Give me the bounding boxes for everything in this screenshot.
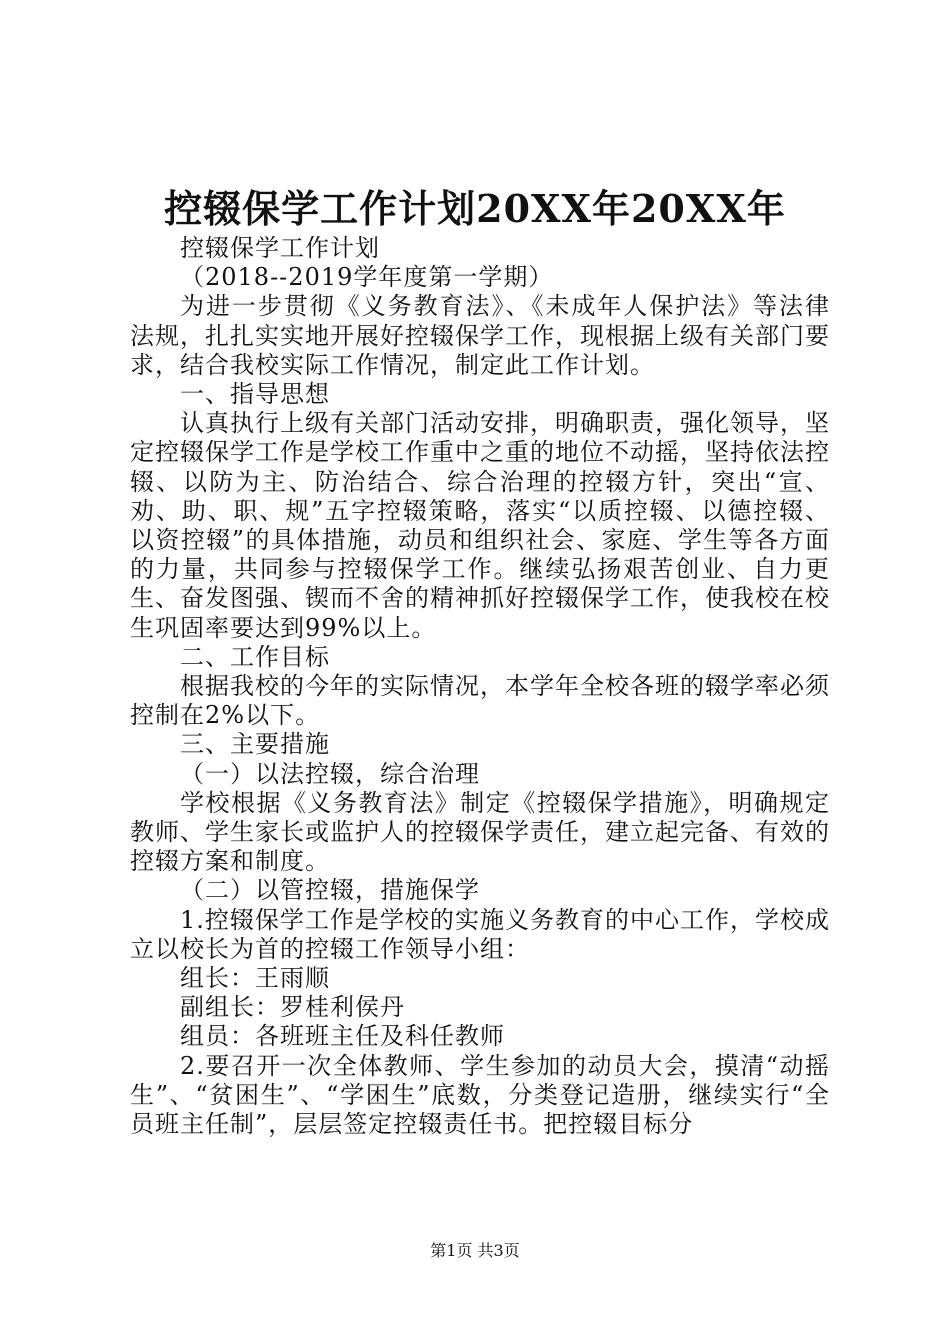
document-title: 控辍保学工作计划20XX年20XX年 [164,186,786,231]
heading-guiding-thought: 一、指导思想 [180,380,330,409]
paragraph-intro: 为进一步贯彻《义务教育法》、《未成年人保护法》等法律法规，扎扎实实地开展好控辍保学工作，现根据上级有关部门要求，结合我校实际工作情况，制定此工作计划。 [130,292,830,379]
paragraph-work-goal: 根据我校的今年的实际情况，本学年全校各班的辍学率必须控制在2%以下。 [130,672,830,730]
heading-work-goal: 二、工作目标 [180,642,330,671]
document-body [130,234,830,1139]
subheading-measure-1: （一）以法控辍，综合治理 [180,759,480,788]
paragraph-leading-group: 1.控辍保学工作是学校的实施义务教育的中心工作，学校成立以校长为首的控辍工作领导小组： [130,905,830,963]
paragraph-group-members: 组员：各班班主任及科任教师 [180,1022,505,1051]
paragraph-mobilization: 2.要召开一次全体教师、学生参加的动员大会，摸清“动摇生”、“贫困生”、“学困生”底数，分类登记造册，继续实行“全员班主任制”，层层签定控辍责任书。把控辍目标分 [130,1051,830,1139]
paragraph-plan-name: 控辍保学工作计划 [180,234,380,262]
paragraph-semester: （2018--2019学年度第一学期） [180,263,554,292]
paragraph-group-leader: 组长：王雨顺 [180,964,330,993]
paragraph-deputy-leader: 副组长：罗桂利侯丹 [180,993,405,1022]
heading-main-measures: 三、主要措施 [180,730,330,759]
paragraph-guiding-thought: 认真执行上级有关部门活动安排，明确职责，强化领导，坚定控辍保学工作是学校工作重中之重的地位不动摇，坚持依法控辍、以防为主、防治结合、综合治理的控辍方针，突出“宣、劝、助、职、规”五字控辍策略，落实“以质控辍、以德控辍、以资控辍”的具体措施，动员和组织社会、家庭、学生等各方面的力量，共同参与控辍保学工作。继续弘扬艰苦创业、自力更生、奋发图强、锲而不舍的精神抓好控辍保学工作，使我校在校生巩固率要达到99%以上。 [130,409,830,642]
paragraph-measure-1: 学校根据《义务教育法》制定《控辍保学措施》，明确规定教师、学生家长或监护人的控辍保学责任，建立起完备、有效的控辍方案和制度。 [130,788,830,876]
page-number: 第1页 共3页 [430,1241,520,1260]
subheading-measure-2: （二）以管控辍，措施保学 [180,876,480,905]
